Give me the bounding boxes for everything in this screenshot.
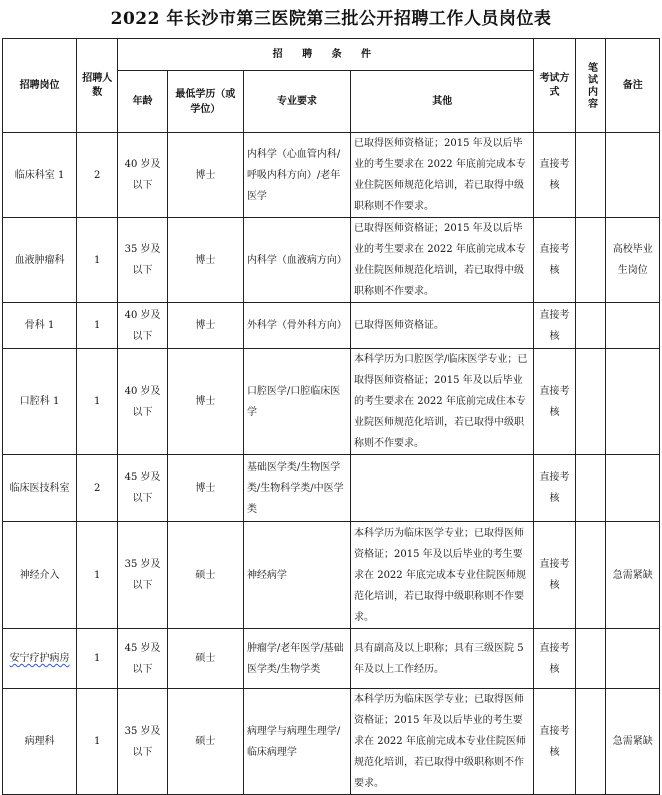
cell-note <box>606 455 660 522</box>
cell-position: 临床医技科室 <box>3 455 77 522</box>
cell-age: 40 岁及以下 <box>118 133 167 218</box>
cell-count: 2 <box>77 455 118 522</box>
cell-exam-mode: 直接考核 <box>534 349 575 455</box>
cell-note: 高校毕业生岗位 <box>606 218 660 303</box>
cell-count: 2 <box>77 133 118 218</box>
table-row <box>3 303 660 349</box>
cell-major: 外科学（骨外科方向） <box>243 303 350 349</box>
cell-written <box>575 522 606 629</box>
cell-other: 已取得医师资格证。 <box>351 303 534 349</box>
cell-major: 肿瘤学/老年医学/基础医学类/生物学类 <box>243 629 350 689</box>
cell-age: 40 岁及以下 <box>118 303 167 349</box>
cell-count: 1 <box>77 303 118 349</box>
cell-other: 具有副高及以上职称；具有三级医院 5 年及以上工作经历。 <box>351 629 534 689</box>
header-age: 年龄 <box>118 71 167 133</box>
cell-exam-mode: 直接考核 <box>534 689 575 795</box>
cell-position <box>3 629 77 689</box>
cell-exam-mode: 直接考核 <box>534 303 575 349</box>
cell-other: 已取得医师资格证；2015 年及以后毕业的考生要求在 2022 年底前完成本专业住院医师规范化培训，若已取得中级职称则不作要求。 <box>351 218 534 303</box>
header-major: 专业要求 <box>243 71 350 133</box>
cell-note <box>606 629 660 689</box>
header-other: 其他 <box>351 71 534 133</box>
cell-position: 神经介入 <box>3 522 77 629</box>
cell-position: 口腔科 1 <box>3 349 77 455</box>
cell-note: 急需紧缺 <box>606 522 660 629</box>
cell-age: 35 岁及以下 <box>118 522 167 629</box>
cell-exam-mode: 直接考核 <box>534 218 575 303</box>
cell-exam-mode: 直接考核 <box>534 133 575 218</box>
header-exam-mode: 考试方式 <box>534 39 575 133</box>
cell-note: 急需紧缺 <box>606 689 660 795</box>
cell-age: 35 岁及以下 <box>118 689 167 795</box>
cell-age: 45 岁及以下 <box>118 629 167 689</box>
header-education: 最低学历（或学位） <box>167 71 243 133</box>
table-row <box>3 629 660 689</box>
cell-education: 硕士 <box>167 629 243 689</box>
table-row <box>3 689 660 795</box>
cell-major: 神经病学 <box>243 522 350 629</box>
cell-exam-mode: 直接考核 <box>534 522 575 629</box>
cell-age: 40 岁及以下 <box>118 349 167 455</box>
table-row <box>3 133 660 218</box>
header-conditions: 招 聘 条 件 <box>118 39 534 71</box>
cell-other <box>351 455 534 522</box>
cell-major: 基础医学类/生物医学类/生物科学类/中医学类 <box>243 455 350 522</box>
cell-education: 博士 <box>167 133 243 218</box>
cell-position: 临床科室 1 <box>3 133 77 218</box>
cell-age: 45 岁及以下 <box>118 455 167 522</box>
cell-exam-mode: 直接考核 <box>534 629 575 689</box>
positions-table <box>2 38 660 795</box>
cell-other: 本科学历为口腔医学/临床医学专业；已取得医师资格证；2015 年及以后毕业的考生要求在 2022 年底前完成住本专业院医师规范化培训，若已取得中级职称则不作要求。 <box>351 349 534 455</box>
cell-written <box>575 629 606 689</box>
cell-major: 内科学（血液病方向） <box>243 218 350 303</box>
header-count: 招聘人数 <box>77 39 118 133</box>
cell-note <box>606 133 660 218</box>
cell-count: 1 <box>77 522 118 629</box>
cell-count: 1 <box>77 349 118 455</box>
cell-education: 博士 <box>167 455 243 522</box>
cell-education: 博士 <box>167 349 243 455</box>
cell-written <box>575 133 606 218</box>
table-row <box>3 218 660 303</box>
header-note: 备注 <box>606 39 660 133</box>
spellcheck-underline-text: 安宁疗护病房 <box>9 653 70 664</box>
header-written: 笔试内容 <box>575 39 606 133</box>
cell-education: 博士 <box>167 218 243 303</box>
table-row <box>3 349 660 455</box>
header-position: 招聘岗位 <box>3 39 77 133</box>
cell-written <box>575 689 606 795</box>
cell-position: 血液肿瘤科 <box>3 218 77 303</box>
cell-count: 1 <box>77 218 118 303</box>
table-row <box>3 455 660 522</box>
cell-other: 本科学历为临床医学专业；已取得医师资格证；2015 年及以后毕业的考生要求在 2022 年底前完成本专业住院医师规范化培训，若已取得中级职称则不作要求。 <box>351 689 534 795</box>
table-row <box>3 522 660 629</box>
cell-education: 硕士 <box>167 689 243 795</box>
cell-position: 病理科 <box>3 689 77 795</box>
cell-written <box>575 455 606 522</box>
page-title: 2022 年长沙市第三医院第三批公开招聘工作人员岗位表 <box>110 9 552 29</box>
cell-written <box>575 218 606 303</box>
cell-count: 1 <box>77 629 118 689</box>
cell-education: 硕士 <box>167 522 243 629</box>
cell-major: 内科学（心血管内科/呼吸内科方向）/老年医学 <box>243 133 350 218</box>
cell-other: 已取得医师资格证；2015 年及以后毕业的考生要求在 2022 年底前完成本专业住院医师规范化培训，若已取得中级职称则不作要求。 <box>351 133 534 218</box>
cell-education: 博士 <box>167 303 243 349</box>
cell-written <box>575 349 606 455</box>
cell-other: 本科学历为临床医学专业；已取得医师资格证；2015 年及以后毕业的考生要求在 2022 年底完成本专业住院医师规范化培训，若已取得中级职称则不作要求。 <box>351 522 534 629</box>
cell-major: 口腔医学/口腔临床医学 <box>243 349 350 455</box>
cell-count: 1 <box>77 689 118 795</box>
cell-major: 病理学与病理生理学/临床病理学 <box>243 689 350 795</box>
cell-written <box>575 303 606 349</box>
cell-note <box>606 349 660 455</box>
cell-note <box>606 303 660 349</box>
cell-position: 骨科 1 <box>3 303 77 349</box>
cell-age: 35 岁及以下 <box>118 218 167 303</box>
cell-exam-mode: 直接考核 <box>534 455 575 522</box>
